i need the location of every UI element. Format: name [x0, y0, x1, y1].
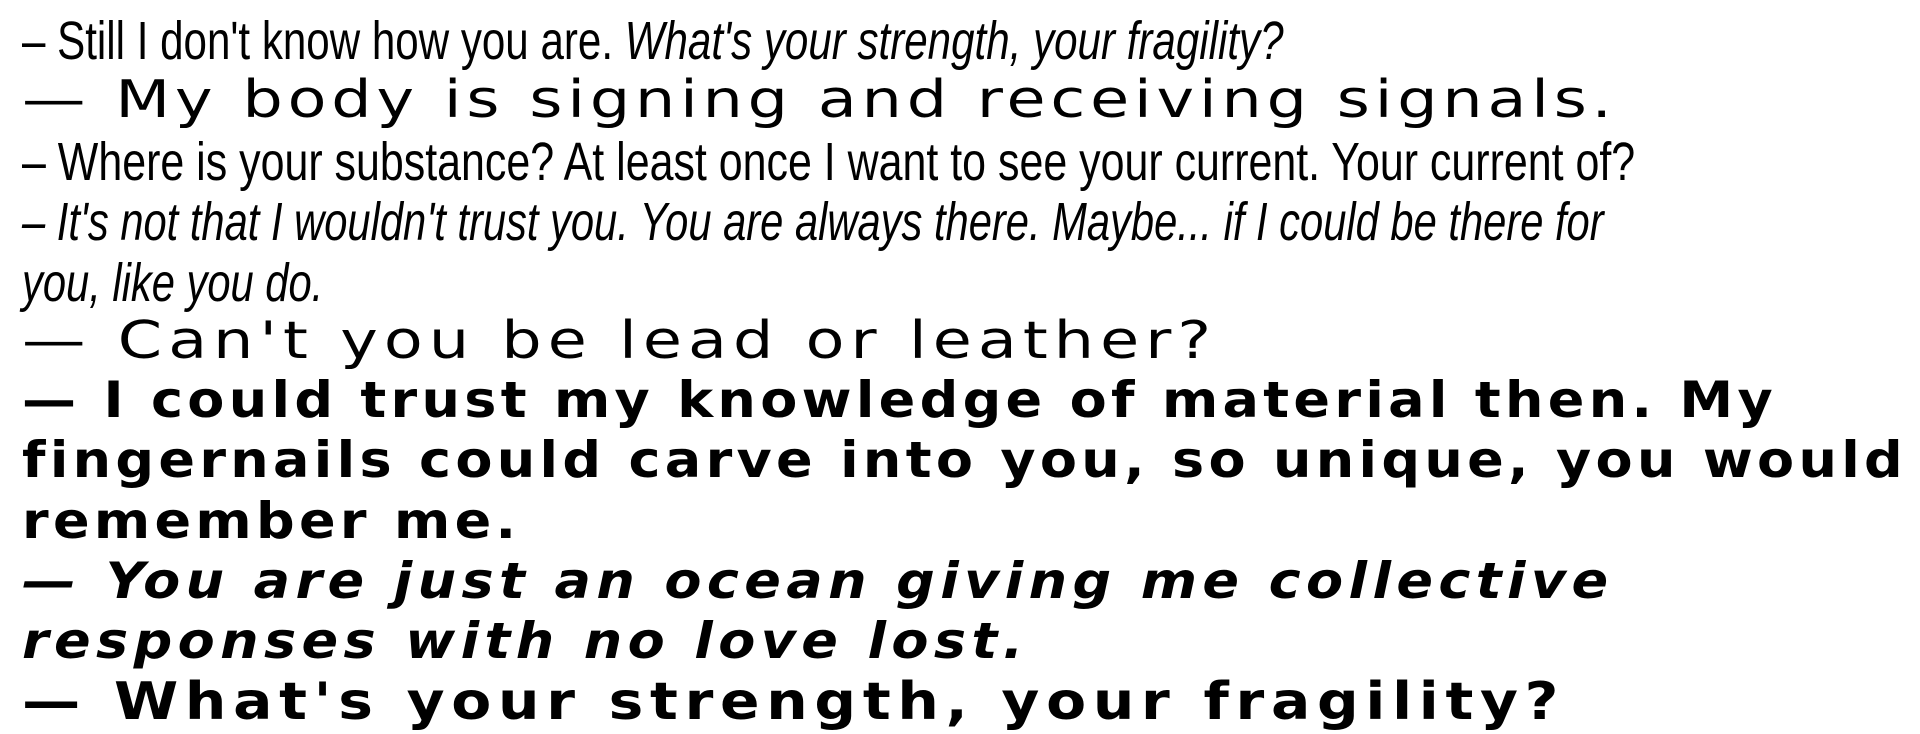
poem-line-6a: — I could trust my knowledge of material then. My [22, 371, 1778, 429]
poem-line-1 [22, 11, 1284, 71]
poem-line-4a: – It's not that I wouldn't trust you. You are always there. Maybe... if I could be there for [22, 192, 1604, 252]
poem-line-7a: — You are just an ocean giving me collective [22, 552, 1614, 610]
poem-line-1-regular: – Still I don't know how you are. [22, 11, 625, 71]
poem-line-3: – Where is your substance? At least once I want to see your current. Your current of? [22, 132, 1636, 192]
poem-line-7b: responses with no love lost. [22, 612, 1029, 670]
poem-line-6b: fingernails could carve into you, so unique, you would [22, 431, 1908, 489]
poem-line-1-italic: What's your strength, your fragility? [624, 11, 1284, 71]
poem-line-5: — Can't you be lead or leather? [22, 311, 1218, 371]
poem-line-4b: you, like you do. [22, 253, 324, 313]
poem-line-2: — My body is signing and receiving signals. [22, 70, 1617, 130]
poem-line-6c: remember me. [22, 492, 521, 550]
poem-line-8: — What's your strength, your fragility? [22, 672, 1566, 732]
